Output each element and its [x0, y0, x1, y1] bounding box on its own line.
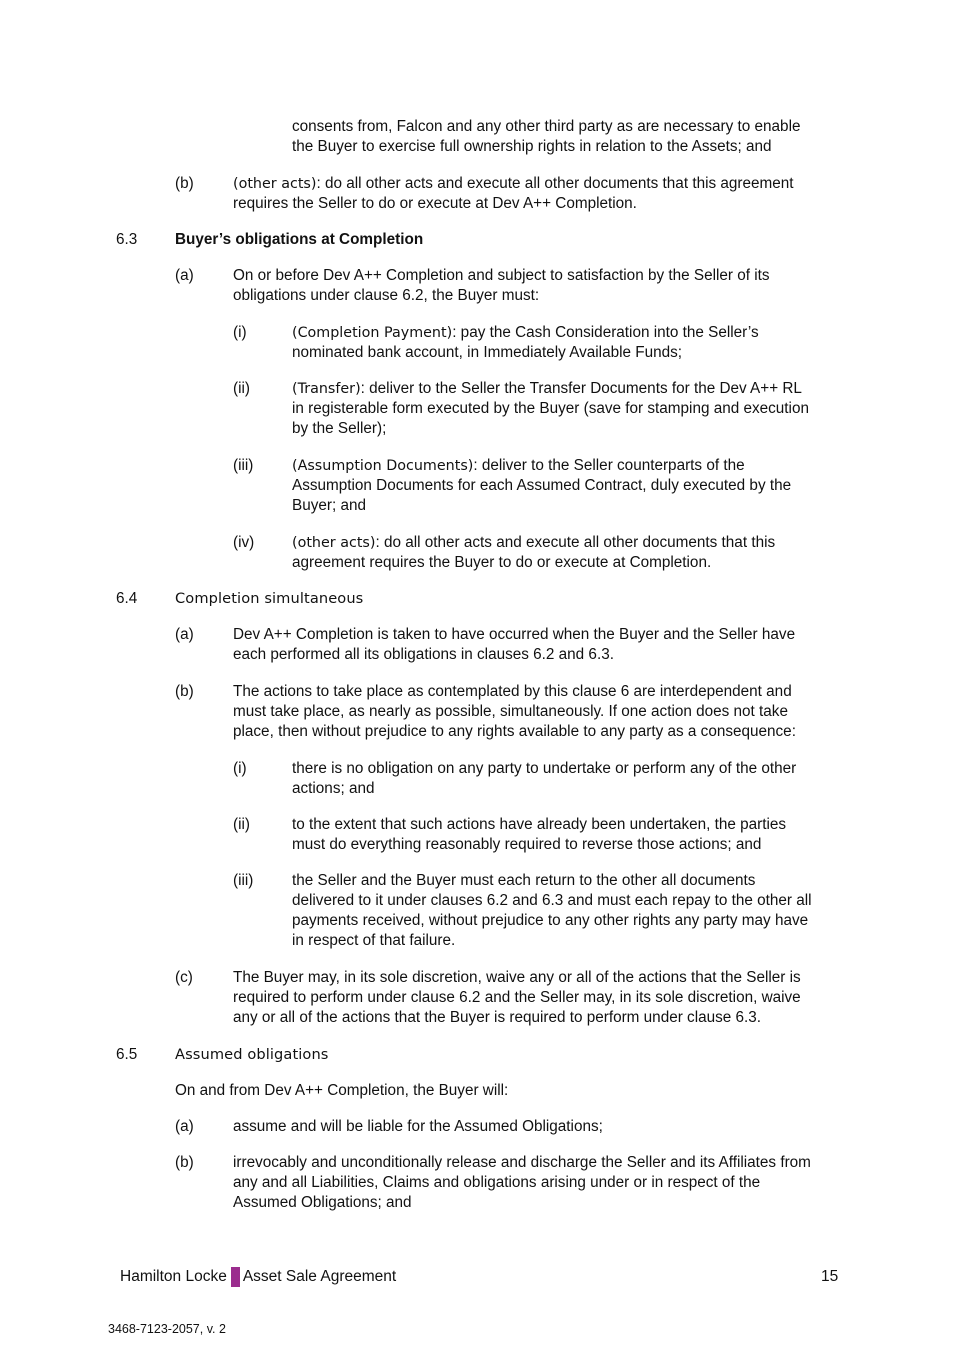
- section-heading: Assumed obligations: [175, 1046, 329, 1063]
- clause-number: (b): [175, 683, 194, 700]
- clause-number: (c): [175, 969, 193, 986]
- subclause-paragraph: [292, 456, 791, 516]
- paragraph-continuation: consents from, Falcon and any other third party as are necessary to enable the Buyer to exercise full ownership rights in relation to the Assets; and: [292, 118, 801, 155]
- subclause-text: there is no obligation on any party to undertake or perform any of the other actions; and: [292, 760, 797, 797]
- subclause-number: (iii): [233, 872, 254, 889]
- subclause-number: (iv): [233, 534, 255, 551]
- subclause-paragraph: [292, 379, 809, 439]
- subclause-text: : do all other acts and execute all other documents that this agreement requires the Buyer to do or execute at Completion.: [292, 534, 776, 571]
- subclause-text: : deliver to the Seller the Transfer Documents for the Dev A++ RL in registerable form executed by the Buyer (save for stamping and execution by the Seller);: [292, 380, 809, 437]
- clause-label: (other acts): [233, 176, 317, 192]
- clause-number: (b): [175, 175, 194, 192]
- subclause-text: the Seller and the Buyer must each return to the other all documents delivered to it under clauses 6.2 and 6.3 and must each repay to the other all payments received, without prejudice to any other rights any party may have in respect of that failure.: [292, 872, 812, 949]
- footer-separator-bar: [231, 1267, 240, 1287]
- subclause-paragraph: [292, 533, 775, 573]
- subclause-number: (i): [233, 324, 247, 341]
- subclause-number: (ii): [233, 380, 250, 397]
- section-number: 6.5: [116, 1046, 138, 1063]
- clause-text: The actions to take place as contemplated by this clause 6 are interdependent and must take place, as nearly as possible, simultaneously. If one action does not take place, then without prejudice to any rights available to any party as a consequence:: [233, 683, 796, 740]
- subclause-text: to the extent that such actions have already been undertaken, the parties must do everything reasonably required to reverse those actions; and: [292, 816, 787, 853]
- clause-number: (a): [175, 626, 194, 643]
- subclause-label: (Completion Payment): [292, 325, 453, 341]
- clause-text: Dev A++ Completion is taken to have occurred when the Buyer and the Seller have each performed all its obligations in clauses 6.2 and 6.3.: [233, 626, 796, 663]
- subclause-paragraph: [292, 323, 759, 363]
- section-number: 6.3: [116, 231, 138, 248]
- page-footer: [120, 1267, 396, 1287]
- clause-number: (b): [175, 1154, 194, 1171]
- subclause-label: (Assumption Documents): [292, 458, 474, 474]
- subclause-label: (Transfer): [292, 381, 361, 397]
- subclause-number: (ii): [233, 816, 250, 833]
- footer-document-title: Asset Sale Agreement: [242, 1268, 397, 1285]
- clause-number: (a): [175, 1118, 194, 1135]
- clause-paragraph: [233, 174, 794, 214]
- clause-number: (a): [175, 267, 194, 284]
- subclause-number: (iii): [233, 457, 254, 474]
- page-number: 15: [821, 1268, 839, 1285]
- document-id: 3468-7123-2057, v. 2: [108, 1322, 226, 1336]
- subclause-number: (i): [233, 760, 247, 777]
- clause-text: assume and will be liable for the Assumed Obligations;: [233, 1118, 603, 1135]
- subclause-text: : deliver to the Seller counterparts of the Assumption Documents for each Assumed Contract, duly executed by the Buyer; and: [292, 457, 792, 514]
- section-intro: On and from Dev A++ Completion, the Buyer will:: [175, 1082, 509, 1099]
- section-heading: Completion simultaneous: [175, 590, 364, 607]
- subclause-text: : pay the Cash Consideration into the Seller’s nominated bank account, in Immediately Available Funds;: [292, 324, 759, 361]
- clause-text: On or before Dev A++ Completion and subject to satisfaction by the Seller of its obligations under clause 6.2, the Buyer must:: [233, 267, 770, 304]
- subclause-label: (other acts): [292, 535, 376, 551]
- section-number: 6.4: [116, 590, 138, 607]
- footer-firm-name: Hamilton Locke: [120, 1268, 227, 1285]
- section-heading: Buyer’s obligations at Completion: [175, 231, 424, 248]
- clause-text: The Buyer may, in its sole discretion, waive any or all of the actions that the Seller is required to perform under clause 6.2 and the Seller may, in its sole discretion, waive any or all of the actions that the Buyer is required to perform under clause 6.3.: [233, 969, 801, 1026]
- clause-text: irrevocably and unconditionally release and discharge the Seller and its Affiliates from any and all Liabilities, Claims and obligations arising under or in respect of the Assumed Obligations; and: [233, 1154, 811, 1211]
- clause-text: : do all other acts and execute all other documents that this agreement requires the Seller to do or execute at Dev A++ Completion.: [233, 175, 794, 212]
